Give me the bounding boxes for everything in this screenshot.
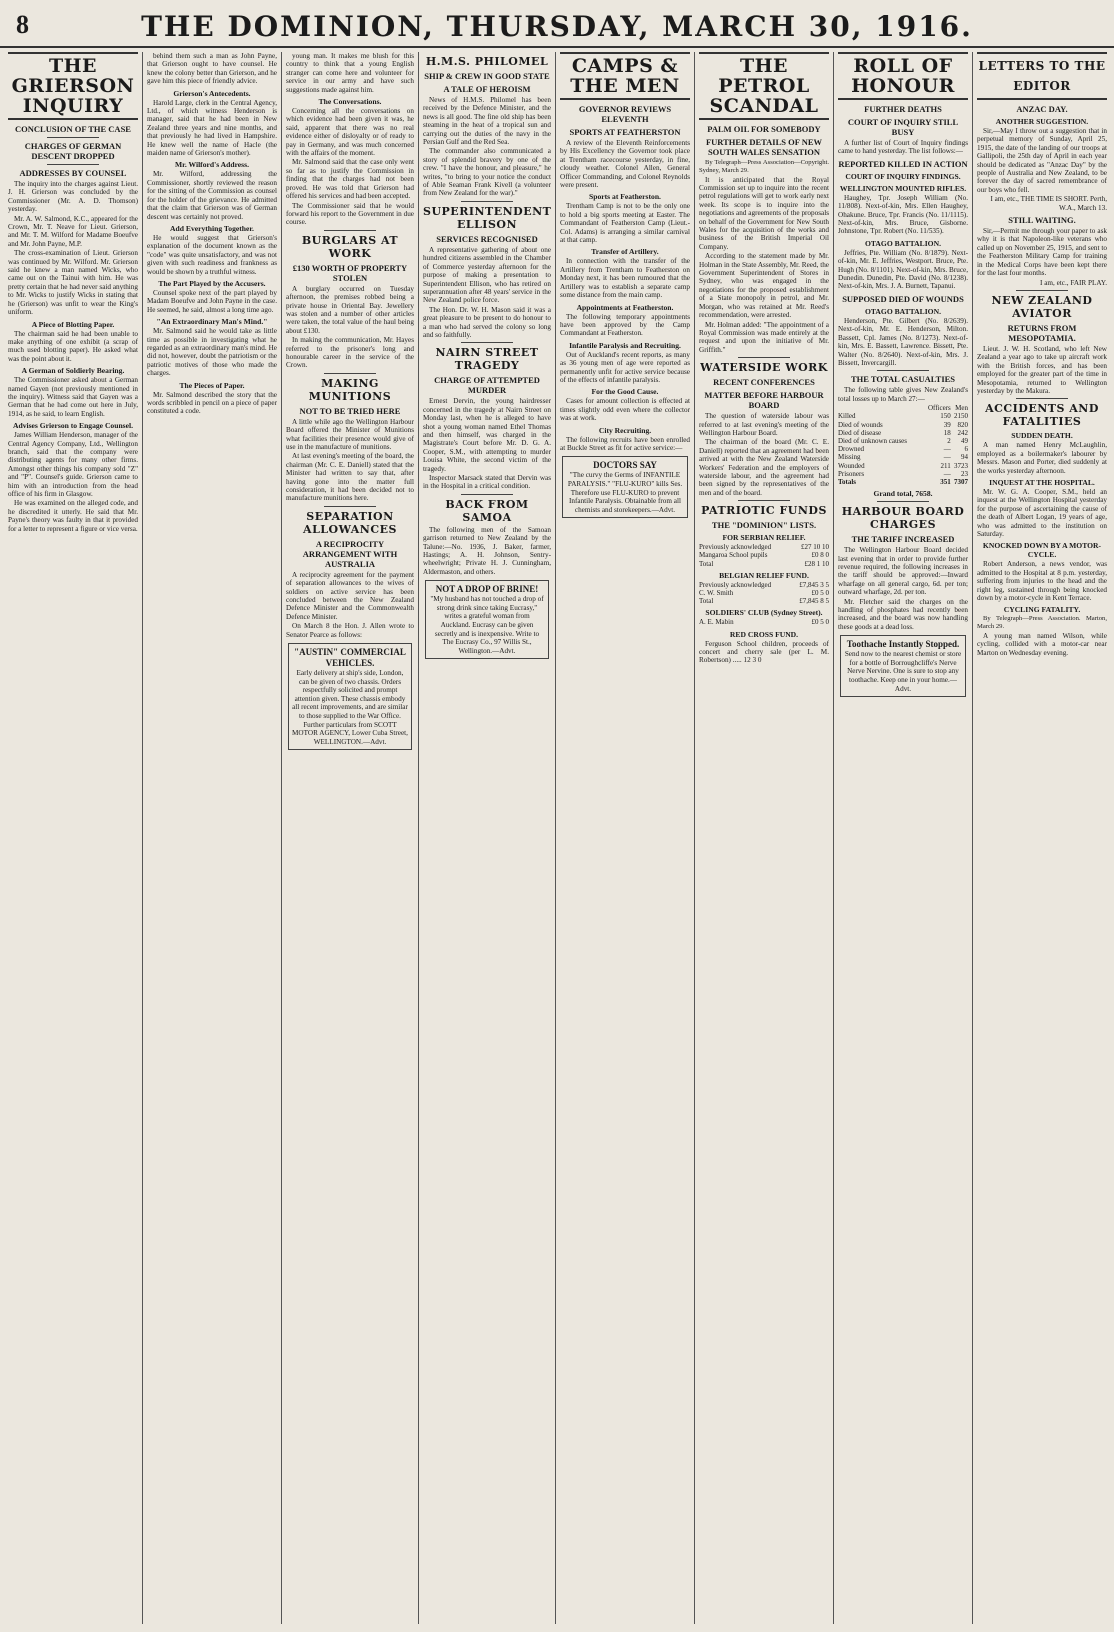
aviator-subhead: RETURNS FROM MESOPOTAMIA.	[1007, 322, 1077, 343]
table-cell: Died of disease	[838, 428, 882, 437]
table-cell: 2	[947, 436, 951, 445]
ledger-amount: £0 5 0	[811, 618, 829, 627]
grierson-paragraph: Mr. Salmond described the story that the words scribbled in pencil on a piece of paper constituted a code.	[147, 390, 277, 416]
hospital-inquest-paragraph: Mr. W. G. A. Cooper, S.M., held an inquest at the Wellington Hospital yesterday for the purpose of ascertaining the cause of the death of Albert Logan, 19 years of age, who was admitted to the institution on Saturday.	[977, 487, 1107, 538]
separation-paragraph: A reciprocity agreement for the payment of separation allowances to the wives of soldiers on active service has been concluded between the New Zealand Defence Minister and the Commonwealth Defence Minister.	[286, 570, 414, 621]
camps-subhead-sports: SPORTS AT FEATHERSTON	[569, 127, 681, 137]
table-cell: Missing	[838, 453, 861, 462]
column-grierson-cont	[147, 52, 277, 1628]
philomel-paragraph: News of H.M.S. Philomel has been received by the Defence Minister, and the news is all good. The fine old ship has been steaming in the heat of a tropical sun and carrying out the duties of the navy in the Persian Gulf and the Red Sea.	[423, 96, 551, 147]
table-cell: —	[943, 453, 951, 462]
ledger-row	[699, 543, 829, 551]
burglars-subhead: £130 WORTH OF PROPERTY STOLEN	[292, 262, 408, 283]
letters-headline: LETTERS TO THE EDITOR	[977, 52, 1107, 100]
ellison-headline: SUPERINTENDENT ELLISON	[423, 204, 551, 231]
anzac-letter: Sir,—May I throw out a suggestion that in perpetual memory of Sunday, April 25, 1915, the date of the landing of our troops at Gallipoli, the 25th day of April in each year should be dedicated as "Anzac Day" by the people of Australia and New Zealand, to be forever the day of sacred remembrance of our boys who fell.	[977, 127, 1107, 194]
burglars-headline: BURGLARS AT WORK	[301, 233, 399, 260]
roll-subhead: FURTHER DEATHS	[864, 104, 942, 114]
grierson-subheading: Add Everything Together.	[170, 223, 254, 233]
ledger-amount: £7,845 8 5	[799, 597, 829, 606]
table-cell: 23	[961, 469, 968, 478]
belgian-fund-title: BELGIAN RELIEF FUND.	[719, 570, 809, 580]
grierson-paragraph: He would suggest that Grierson's explanation of the document known as the "code" was quite unsatisfactory, and was not given with such readiness and frankness as would be shown by a truthful witness.	[147, 233, 277, 276]
table-cell: 351	[940, 477, 951, 486]
grierson-paragraph: Counsel spoke next of the part played by Madam Boeufve and John Payne in the case. He seemed, he said, almost a long time ago.	[147, 288, 277, 314]
table-row	[838, 478, 968, 486]
anzac-heading: ANZAC DAY.	[1016, 104, 1068, 114]
grierson-subheading: Advises Grierson to Engage Counsel.	[12, 421, 134, 431]
table-cell: 7307	[954, 477, 968, 486]
table-cell: Died of wounds	[838, 420, 883, 429]
grierson-subheading: A German of Soldierly Bearing.	[21, 366, 125, 376]
casualty-table	[838, 404, 968, 486]
table-cell: Died of unknown causes	[838, 436, 908, 445]
camps-subheading: Transfer of Artillery.	[591, 247, 659, 257]
total-casualties-heading: THE TOTAL CASUALTIES	[850, 374, 956, 385]
table-cell: 49	[961, 436, 968, 445]
ledger-amount: £0 8 0	[811, 551, 829, 560]
camps-subheading: Appointments at Featherston.	[576, 302, 674, 312]
separation-subhead: A RECIPROCITY ARRANGEMENT WITH AUSTRALIA	[302, 538, 398, 569]
grierson-subhead-addresses: ADDRESSES BY COUNSEL	[19, 168, 127, 178]
ellison-paragraph: The Hon. Dr. W. H. Mason said it was a great pleasure to be present to do honour to a man who had served the colony so long and so faithfully.	[423, 305, 551, 339]
munitions-headline: MAKING MUNITIONS	[308, 376, 392, 403]
roll-subhead-court: COURT OF INQUIRY STILL BUSY	[847, 117, 959, 137]
ledger-row	[699, 551, 829, 559]
separation-headline: SEPARATION ALLOWANCES	[303, 509, 397, 536]
ledger-amount: £7,845 3 5	[799, 580, 829, 589]
roll-wmr-heading: WELLINGTON MOUNTED RIFLES.	[839, 183, 967, 193]
ledger-label: Total	[699, 597, 714, 606]
burglars-paragraph: In making the communication, Mr. Hayes referred to the prisoner's long and honourable career in the service of the Crown.	[286, 336, 414, 370]
grierson-paragraph: Harold Large, clerk in the Central Agency, Ltd., of which witness Henderson is manager, said that he had been in New Zealand three years and nine months, and that previously he had lived in Hampshire. He knew well the name of Hacle (the maiden name of Grierson's mother).	[147, 98, 277, 158]
philomel-subhead: SHIP & CREW IN GOOD STATE	[424, 71, 550, 81]
roll-wmr-list: Haughey, Tpr. Joseph William (No. 11/808). Next-of-kin, Mrs. Ellen Haughey, Ohakune. Bruce, Tpr. Francis (No. 11/1115). Next-of-kin, Mrs. Bruce, Gisborne. Johnstone, Tpr. Robert (No. 11/535).	[838, 193, 968, 236]
patriotic-subhead: THE "DOMINION" LISTS.	[711, 520, 817, 531]
camps-paragraph: The following recruits have been enrolled at Buckle Street as fit for active service:—	[560, 435, 690, 452]
table-cell: Drowned	[838, 445, 865, 454]
column-camps	[560, 52, 690, 1628]
separation-paragraph: On March 8 the Hon. J. Allen wrote to Senator Pearce as follows:	[286, 622, 414, 639]
ledger-row	[699, 560, 829, 568]
grierson-paragraph: Mr. A. W. Salmond, K.C., appeared for the Crown, Mr. T. Neave for Lieut. Grierson, and Mr. T. M. Wilford for Madame Boeufve and Mr. John Payne, M.P.	[8, 214, 138, 248]
waiting-heading: STILL WAITING.	[1008, 215, 1076, 226]
column-grierson	[8, 52, 138, 1628]
grierson-paragraph: James William Henderson, manager of the Central Agency Company, Ltd., Wellington branch, said that the company were distributing agents for many other firms. Amongst other things his company sold "Z" and "P". Counsel's guide. Grierson came to him with an introduction from the head office of his firm in Glasgow.	[8, 431, 138, 498]
table-cell: Totals	[838, 477, 857, 486]
grierson-paragraph: The Commissioner asked about a German named Gayen (not previously mentioned in the inquiry). Witness said that Gayen was a German that he had come out here in July, 1914, as he said, to learn English.	[8, 376, 138, 418]
philomel-paragraph: The commander also communicated a story of splendid bravery by one of the crew. "I have the honour, and pleasure," he writes, "to bring to your notice the conduct of Able Seaman Frank Kivell (a volunteer from New Zealand for the war)."	[423, 147, 551, 198]
grierson-headline: THE GRIERSON INQUIRY	[8, 52, 138, 120]
nairn-paragraph: Ernest Dervin, the young hairdresser concerned in the tragedy at Nairn Street on Monday last, when he is alleged to have shot a young woman named Ethel Thomas and then himself, was charged in the Magistrate's Court before Mr. D. G. A. Cooper, S.M., with attempting to murder Louisa White, the second victim of the tragedy.	[423, 397, 551, 473]
grierson-subhead-charges: CHARGES OF GERMAN DESCENT DROPPED	[24, 141, 122, 161]
motor-cycle-paragraph: Robert Anderson, a news vendor, was admitted to the Hospital at 8 p.m. yesterday, suffering from injuries to the head and the right leg, sustained through being knocked down by a motor-cycle in Kent Terrace.	[977, 560, 1107, 603]
harbour-charges-subhead: THE TARIFF INCREASED	[851, 534, 955, 545]
roll-court-heading: COURT OF INQUIRY FINDINGS.	[845, 171, 961, 181]
camps-paragraph: A review of the Eleventh Reinforcements by His Excellency the Governor took place at Trentham racecourse yesterday, in fine, cloudy weather. Colonel Allen, General Officer Commanding, and Colonel Reynolds were present.	[560, 139, 690, 190]
waterside-paragraph: The question of waterside labour was referred to at last evening's meeting of the Wellington Harbour Board.	[699, 412, 829, 437]
waterside-headline: WATERSIDE WORK	[700, 361, 828, 375]
page-number: 8	[16, 10, 29, 39]
brine-advertisement	[425, 580, 549, 659]
soldiers-club-title: SOLDIERS' CLUB (Sydney Street).	[705, 608, 823, 618]
table-cell: 150	[940, 412, 951, 421]
hospital-inquest-heading: INQUEST AT THE HOSPITAL.	[989, 477, 1095, 487]
anzac-subheading: ANOTHER SUGGESTION.	[995, 117, 1089, 126]
petrol-subhead-details: FURTHER DETAILS OF NEW SOUTH WALES SENSATION	[705, 137, 823, 157]
grierson-paragraph: Concerning all the conversations on which evidence had been given it was, he said, apparent that there was no real evidence either of disloyalty or of ready to pay in Germany, and was much concerned with the affairs of the moment.	[286, 107, 414, 158]
camps-subheading: Sports at Featherston.	[589, 192, 661, 202]
table-cell: 242	[957, 428, 968, 437]
table-header: Men	[955, 404, 968, 413]
grierson-subheading: A Piece of Blotting Paper.	[31, 319, 115, 329]
philomel-subhead-heroism: A TALE OF HEROISM	[443, 84, 531, 94]
camps-subheading: Infantile Paralysis and Recruiting.	[569, 340, 681, 350]
ledger-label: Mangaroa School pupils	[699, 551, 768, 560]
table-cell: —	[943, 445, 951, 454]
column-philomel	[423, 52, 551, 1628]
cycling-paragraph: A young man named Wilson, while cycling, collided with a motor-car near Marton on Wednesday evening.	[977, 632, 1107, 657]
column-letters	[977, 52, 1107, 1628]
camps-subheading: City Recruiting.	[598, 425, 652, 435]
roll-supposed-list: Henderson, Pte. Gilbert (No. 8/2639). Next-of-kin, Mr. E. Henderson, Milton. Bassett, Cpl. James (No. 8/1273). Next-of-kin, Mrs. E. Bassett, Lawrence. Bissett, Pte. Walter (No. 8/2640). Next-of-kin, Mrs. J. Bissett, Invercargill.	[838, 316, 968, 367]
ledger-row	[699, 597, 829, 605]
ledger-row	[699, 589, 829, 597]
grierson-subheading: The Part Played by the Accusers.	[158, 278, 266, 288]
harbour-charges-headline: HARBOUR BOARD CHARGES	[841, 505, 965, 532]
toothache-ad-title: Toothache Instantly Stopped.	[846, 639, 960, 650]
petrol-paragraph: Mr. Holman added: "The appointment of a Royal Commission was made entirely at the request and upon the initiative of Mr. Griffith."	[699, 320, 829, 354]
grierson-paragraph: The chairman said he had been unable to make anything of one exhibit (a scrap of much used blotting paper). He asked what was the point about it.	[8, 329, 138, 363]
red-cross-title: RED CROSS FUND.	[729, 629, 799, 639]
grierson-subheading: Mr. Wilford's Address.	[175, 160, 249, 170]
nairn-paragraph: Inspector Marsack stated that Dervin was in the Hospital in a critical condition.	[423, 474, 551, 491]
table-row	[838, 437, 968, 445]
ellison-paragraph: A representative gathering of about one hundred citizens assembled in the Chamber of Commerce yesterday afternoon for the purpose of making a presentation to Superintendent Ellison, who has retired on superannuation after 48 years' service in the New Zealand police force.	[423, 245, 551, 305]
munitions-paragraph: A little while ago the Wellington Harbour Board offered the Minister of Munitions what facilities their presence would give of use in the manufacture of munitions.	[286, 417, 414, 451]
waiting-signature: I am, etc., FAIR PLAY.	[1040, 278, 1107, 287]
camps-paragraph: In connection with the transfer of the Artillery from Trentham to Featherston on Monday next, it has been rumoured that the Artillery was to establish a separate camp some distance from the main camp.	[560, 257, 690, 300]
munitions-subhead: NOT TO BE TRIED HERE	[299, 405, 401, 416]
munitions-paragraph: At last evening's meeting of the board, the chairman (Mr. C. E. Daniell) stated that the Minister had written to say that, after having gone into the matter full consideration, it had been decided not to manufacture munitions here.	[286, 452, 414, 503]
grand-total: Grand total, 7658.	[873, 489, 933, 499]
nairn-subhead: CHARGE OF ATTEMPTED MURDER	[434, 375, 540, 396]
roll-otago-heading: OTAGO BATTALION.	[865, 238, 941, 248]
cycling-dateline: By Telegraph—Press Association. Marton, March 29.	[977, 615, 1107, 631]
roll-killed-heading: REPORTED KILLED IN ACTION	[838, 158, 968, 169]
grierson-paragraph: The Commissioner said that he would forward his report to the Government in due course.	[286, 201, 414, 227]
soldiers-club-ledger	[699, 618, 829, 626]
doctors-ad-body: "The curvy the Germs of INFANTILE PARALYSIS." "FLU-KURO" kills Ses. Therefore use FLU-KURO to prevent Infantile Paralysis. Obtainable from all chemists and storekeepers.—Advt.	[567, 471, 683, 514]
total-casualties-intro: The following table gives New Zealand's total losses up to March 27:—	[838, 386, 968, 403]
roll-paragraph: A further list of Court of Inquiry findings came to hand yesterday. The list follows:—	[838, 139, 968, 156]
table-row	[838, 421, 968, 429]
table-cell: 39	[943, 420, 951, 429]
table-cell: Wounded	[838, 461, 865, 470]
ellison-subhead: SERVICES RECOGNISED	[436, 233, 538, 244]
grierson-subheading: The Pieces of Paper.	[179, 380, 245, 390]
aviator-paragraph: Lieut. J. W. H. Scotland, who left New Zealand a year ago to take up aircraft work with the British forces, and has been employed for the greater part of the time in Mesopotamia, returned to Wellington yesterday by the Makura.	[977, 344, 1107, 395]
roll-headline: ROLL OF HONOUR	[838, 52, 968, 100]
column-roll-of-honour	[838, 52, 968, 1628]
masthead-title: THE DOMINION, THURSDAY, MARCH 30, 1916.	[141, 10, 973, 43]
aviator-headline: NEW ZEALAND AVIATOR	[991, 293, 1093, 320]
table-cell: 3723	[954, 461, 968, 470]
harbour-paragraph: The Wellington Harbour Board decided last evening that in order to provide further revenue required, the following increases in the tariff should be approved:—Inward wharfage on all general cargo, 6d. per ton; outward wharfage, 2d. per ton.	[838, 546, 968, 597]
table-cell: 211	[940, 461, 951, 470]
ledger-label: Total	[699, 559, 714, 568]
patriotic-headline: PATRIOTIC FUNDS	[701, 504, 827, 518]
camps-paragraph: Cases for amount collection is effected at times slightly odd even where the collector was at work.	[560, 397, 690, 423]
waterside-subhead: RECENT CONFERENCES	[713, 377, 815, 388]
table-row	[838, 453, 968, 461]
table-cell: —	[943, 469, 951, 478]
grierson-subheading: "An Extraordinary Man's Mind."	[156, 317, 268, 327]
table-row	[838, 429, 968, 437]
table-header-row	[838, 404, 968, 412]
petrol-paragraph: According to the statement made by Mr. Holman in the State Assembly, Mr. Reed, the Government Superintendent of Stores in Sydney, who was engaged in the negotiations for the proposed establishment of a State monopoly in petrol, and Mr. Morgan, who was retained at Mr. Reed's recommendation, were arrested.	[699, 252, 829, 320]
column-grierson-end	[286, 52, 414, 1628]
camps-subhead: GOVERNOR REVIEWS ELEVENTH	[578, 104, 672, 124]
grierson-paragraph: The cross-examination of Lieut. Grierson was continued by Mr. Wilford. Mr. Grierson said he knew a man named Wicks, who came out on the Tainui with him. He was pretty certain that he had never said anything to Mr. Wicks to justify Wicks in stating that he (Grierson) was unfit to wear the King's uniform.	[8, 249, 138, 317]
table-cell: 6	[964, 445, 968, 454]
anzac-signature: I am, etc., THE TIME IS SHORT. Perth, W.A., March 13.	[990, 195, 1107, 212]
camps-subheading: For the Good Cause.	[591, 387, 659, 397]
ledger-label: Previously acknowledged	[699, 543, 772, 552]
table-header: Officers	[927, 404, 951, 413]
waterside-subhead-board: MATTER BEFORE HARBOUR BOARD	[704, 390, 824, 411]
samoa-headline: BACK FROM SAMOA	[445, 497, 529, 524]
ledger-label: C. W. Smith	[699, 589, 734, 597]
table-cell: 94	[961, 453, 968, 462]
petrol-subhead: PALM OIL FOR SOMEBODY	[707, 124, 821, 134]
grierson-paragraph: young man. It makes me blush for this country to think that a young English stranger can come here and volunteer for service in our army and have such suggestions made against him.	[286, 52, 414, 94]
ledger-amount: £27 10 10	[801, 543, 829, 552]
harbour-paragraph: Mr. Fletcher said the charges on the handling of phosphates had recently been increased, and the board was now handling these goods at a dead loss.	[838, 597, 968, 631]
belgian-fund-ledger	[699, 581, 829, 606]
accidents-headline: ACCIDENTS AND FATALITIES	[985, 402, 1099, 429]
grierson-paragraph: Mr. Wilford, addressing the Commissioner, shortly reviewed the reason for the sitting of the Commission as counsel for the holder of the grievance. He admitted that the claim that Grierson was of German descent was certainly not proved.	[147, 170, 277, 221]
table-cell: 820	[957, 420, 968, 429]
austin-ad-footer: Further particulars from SCOTT MOTOR AGENCY, Lower Cuba Street, WELLINGTON.—Advt.	[292, 720, 408, 746]
cycling-fatality-heading: CYCLING FATALITY.	[1003, 605, 1081, 615]
petrol-headline: THE PETROL SCANDAL	[699, 52, 829, 120]
grierson-subheading: Grierson's Antecedents.	[173, 88, 251, 98]
grierson-paragraph: The inquiry into the charges against Lieut. J. H. Grierson was concluded by the Commissioner (Mr. A. D. Thomson) yesterday.	[8, 180, 138, 214]
toothache-ad-body: Send now to the nearest chemist or store for a bottle of Borroughcliffe's Nerve Nerve Nervine. One is sure to stop any toothache. Keep one in your home.—Advt.	[844, 650, 962, 693]
ledger-label: Previously acknowledged	[699, 580, 772, 589]
roll-otago2-heading: OTAGO BATTALION.	[865, 306, 941, 316]
grierson-paragraph: behind them such a man as John Payne, that Grierson ought to have counsel. He knew the colony better than Grierson, and he gave him this piece of friendly advice.	[147, 52, 277, 86]
grierson-paragraph: He was examined on the alleged code, and he discredited it utterly. He said that Mr. Payne's theory was faulty in that it provided for a letter to represent a figure or vice versa.	[8, 499, 138, 533]
roll-supposed-heading: SUPPOSED DIED OF WOUNDS	[842, 293, 964, 304]
grierson-paragraph: Mr. Salmond said that the case only went so far as to justify the Commission in finding that the charges had not been proved. He was told that Grierson had offered his services and had been accepted.	[286, 158, 414, 201]
austin-ad-title: "AUSTIN" COMMERCIAL VEHICLES.	[294, 647, 406, 669]
table-row	[838, 412, 968, 420]
sudden-death-paragraph: A man named Henry McLaughlin, employed as a boilermaker's labourer by Messrs. Mason and Porter, died suddenly at the works yesterday afternoon.	[977, 441, 1107, 475]
philomel-headline: H.M.S. PHILOMEL	[425, 55, 549, 68]
grierson-subhead-conclusion: CONCLUSION OF THE CASE	[15, 124, 131, 134]
serbian-fund-ledger	[699, 543, 829, 568]
nairn-headline: NAIRN STREET TRAGEDY	[435, 346, 539, 373]
waiting-letter: Sir,—Permit me through your paper to ask why it is that Napoleon-like veterans who called up on November 25, 1915, and sent to the Featherston Military Camp for training in the Medical Corps have been kept there for the last four months.	[977, 227, 1107, 278]
motor-cycle-heading: KNOCKED DOWN BY A MOTOR-CYCLE.	[982, 541, 1102, 560]
serbian-fund-title: FOR SERBIAN RELIEF.	[722, 533, 806, 543]
table-row	[838, 445, 968, 453]
table-cell: 18	[943, 428, 951, 437]
table-cell: 2150	[954, 412, 968, 421]
burglars-paragraph: A burglary occurred on Tuesday afternoon, the premises robbed being a private house in Oriental Bay. Jewellery was stolen and a number of other articles were taken, the total value of the haul being about £130.	[286, 284, 414, 335]
table-row	[838, 462, 968, 470]
doctors-ad-title: DOCTORS SAY	[593, 460, 657, 471]
ledger-row	[699, 618, 829, 626]
ledger-amount: £28 1 10	[804, 559, 829, 568]
column-petrol	[699, 52, 829, 1628]
table-row	[838, 470, 968, 478]
camps-headline: CAMPS & THE MEN	[560, 52, 690, 100]
table-cell: Killed	[838, 412, 856, 421]
petrol-dateline: By Telegraph—Press Association—Copyright. Sydney, March 29.	[699, 159, 829, 174]
red-cross-entry: Ferguson School children, proceeds of concert and cherry sale (per L. M. Robertson) ..... 12 3 0	[699, 639, 829, 665]
roll-otago-list: Jeffries, Pte. William (No. 8/1879). Next-of-kin, Mr. E. Jeffries, Westport. Bruce, Pte. Hugh (No. 8/1101). Next-of-kin, Mrs. Bruce, Dunedin. Dunedin, Pte. David (No. 8/1238). Next-of-kin, Mrs. J. A. Burnett, Tapanui.	[838, 248, 968, 291]
camps-paragraph: The following temporary appointments have been approved by the Camp Commandant at Featherston.	[560, 312, 690, 338]
toothache-advertisement	[840, 635, 966, 697]
austin-ad-body: Early delivery at ship's side, London, can be given of two chassis. Orders respectfully solicited and prompt attention given. These chassis embody all recent improvements, and are similar to those supplied to the War Office.	[292, 669, 408, 721]
samoa-paragraph: The following men of the Samoan garrison returned to New Zealand by the Talune:—No. 1936, J. Baker, farmer, Hastings; A. H. Johnson, Sentry-wheelwright; Private H. J. Cunningham, Aldermaston, and others.	[423, 525, 551, 576]
waterside-paragraph: The chairman of the board (Mr. C. E. Daniell) reported that an agreement had been arrived at with the New Zealand Waterside Workers' Federation and the employers of waterside labour, and the agreement had been signed by the representatives of the men and of the board.	[699, 438, 829, 497]
table-cell: Prisoners	[838, 469, 865, 478]
camps-paragraph: Out of Auckland's recent reports, as many as 36 young men of age were reported as permanently unfit for active service because of the effects of infantile paralysis.	[560, 350, 690, 384]
petrol-paragraph: It is anticipated that the Royal Commission set up to inquire into the recent petrol regulations will get to work early next week. Its scope is to inquire into the negotiations and agreements of the proposals on behalf of the Government for New South Wales for the acquisition of the works and business of the British Imperial Oil Company.	[699, 175, 829, 251]
grierson-paragraph: Mr. Salmond said he would take as little time as possible in investigating what he regarded as an extraordinary man's mind. He did not, however, doubt the patriotism or the patriotic motives of those who made the charges.	[147, 327, 277, 378]
brine-ad-title: NOT A DROP OF BRINE!	[435, 584, 539, 595]
grierson-subheading: The Conversations.	[318, 97, 382, 107]
brine-ad-body: "My husband has not touched a drop of strong drink since taking Eucrasy," writes a grateful woman from Auckland. Eucrasy can be given secretly and is inexpensive. Write to The Eucrasy Co., 97 Willis St., Wellington.—Advt.	[430, 595, 544, 655]
ledger-label: A. E. Mabin	[699, 618, 734, 627]
camps-paragraph: Trentham Camp is not to be the only one to hold a big sports meeting at Easter. The Commandant of Featherston Camp (Lieut.-Col. Adams) is arranging a similar carnival at that camp.	[560, 202, 690, 245]
ledger-amount: £0 5 0	[811, 589, 829, 597]
masthead	[0, 6, 1114, 48]
austin-advertisement	[288, 643, 412, 750]
sudden-death-heading: SUDDEN DEATH.	[1011, 431, 1073, 441]
ledger-row	[699, 581, 829, 589]
doctors-advertisement	[562, 456, 688, 518]
